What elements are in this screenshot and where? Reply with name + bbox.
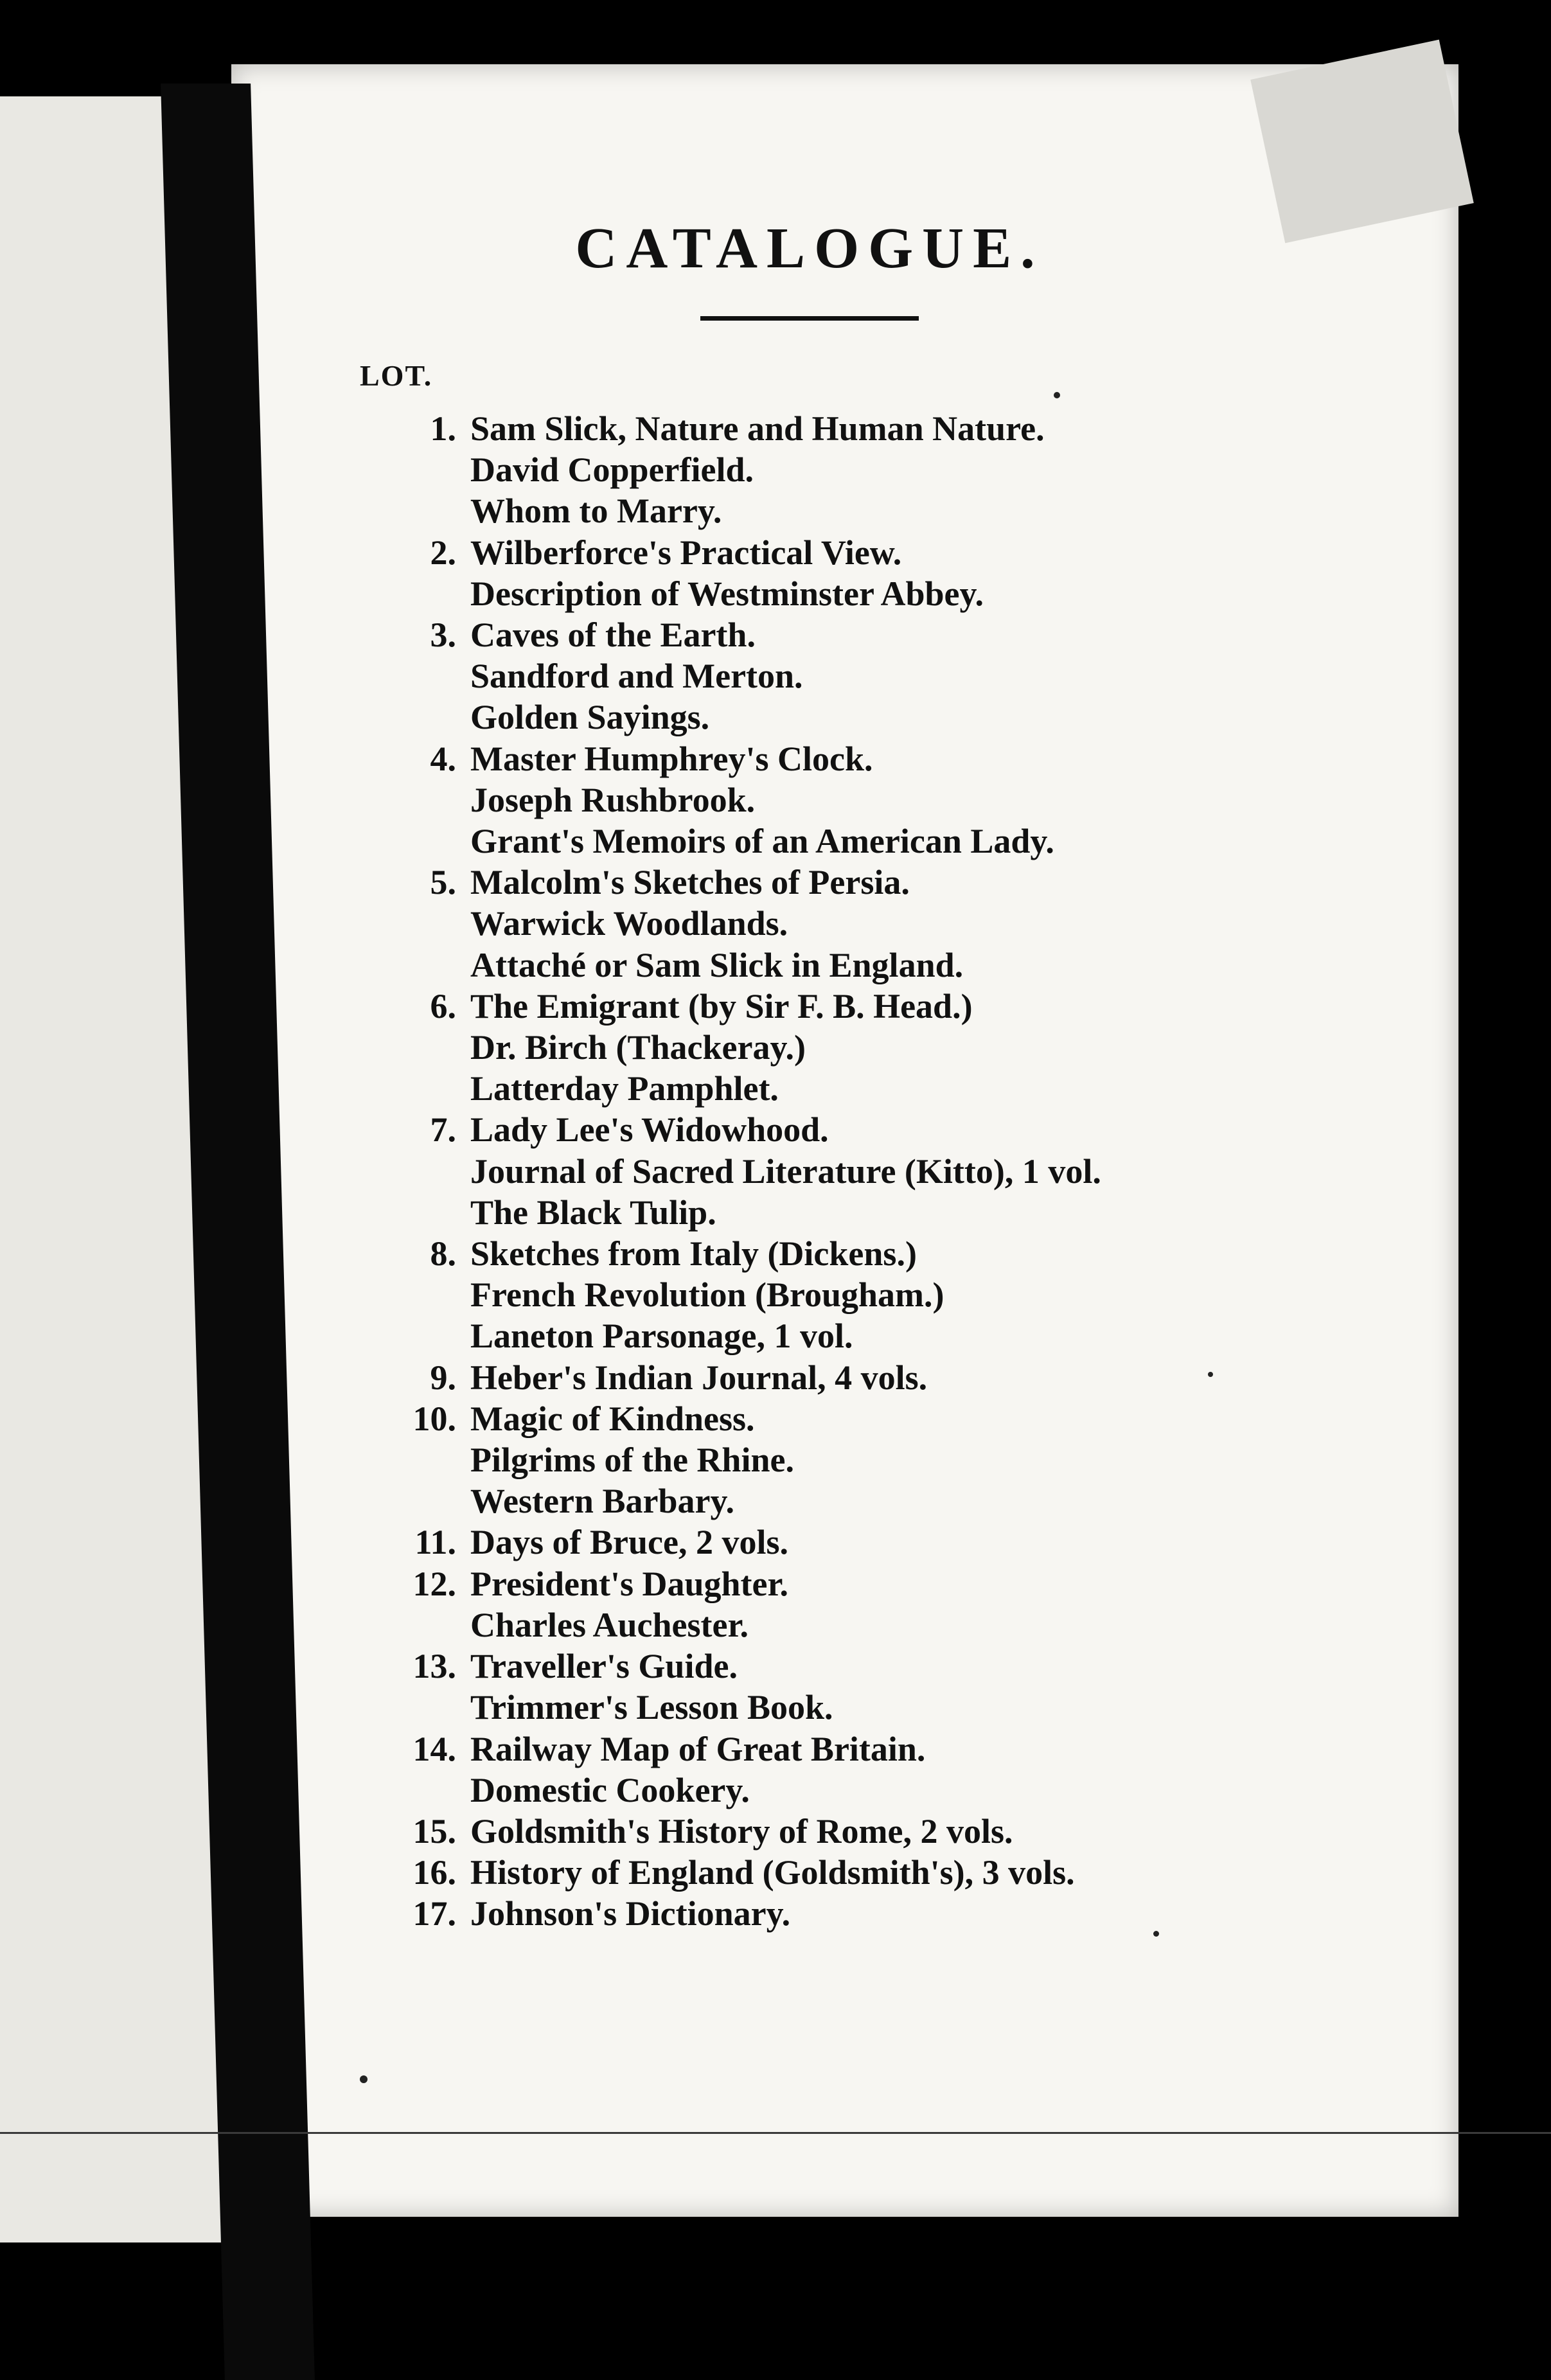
bottom-rule — [0, 2132, 1551, 2134]
lot-number: 3. — [430, 616, 456, 655]
lot-title: The Emigrant (by Sir F. B. Head.) — [470, 986, 973, 1026]
lot-title: David Copperfield. — [470, 450, 754, 490]
lot-number: 5. — [430, 863, 456, 902]
lot-column-header: LOT. — [360, 359, 433, 392]
lot-title: Trimmer's Lesson Book. — [470, 1688, 833, 1727]
lot-title: Master Humphrey's Clock. — [470, 739, 873, 778]
lot-title: Whom to Marry. — [470, 492, 722, 531]
lot-entry — [360, 1893, 1101, 1934]
lot-title: Grant's Memoirs of an American Lady. — [470, 822, 1054, 861]
lot-title: Caves of the Earth. — [470, 616, 756, 655]
lot-number: 13. — [412, 1647, 456, 1686]
lot-number: 10. — [412, 1399, 456, 1438]
ink-speck — [1208, 1372, 1213, 1377]
lot-entry — [360, 1233, 1101, 1357]
lot-title: Western Barbary. — [470, 1482, 734, 1521]
lot-title: Latterday Pamphlet. — [470, 1069, 779, 1108]
lot-titles — [470, 1893, 790, 1934]
lot-number: 7. — [430, 1110, 456, 1150]
lot-number: 16. — [412, 1853, 456, 1892]
lot-entry — [360, 1811, 1101, 1852]
lot-number: 8. — [430, 1234, 456, 1274]
page-title: CATALOGUE. — [575, 217, 1044, 280]
lot-entry — [360, 1728, 1101, 1811]
lot-title: Heber's Indian Journal, 4 vols. — [470, 1358, 928, 1397]
lot-number: 11. — [414, 1523, 456, 1562]
lot-titles — [470, 1811, 1013, 1852]
lot-title: Journal of Sacred Literature (Kitto), 1 vol. — [470, 1151, 1101, 1191]
lot-title: Laneton Parsonage, 1 vol. — [470, 1317, 853, 1356]
lot-title: Malcolm's Sketches of Persia. — [470, 863, 910, 902]
lot-title: Sandford and Merton. — [470, 657, 803, 696]
lot-title: Goldsmith's History of Rome, 2 vols. — [470, 1811, 1013, 1851]
lot-number: 14. — [412, 1729, 456, 1768]
lot-entry — [360, 532, 1101, 614]
lot-number: 6. — [430, 986, 456, 1026]
lot-title: Warwick Woodlands. — [470, 904, 788, 943]
lot-title: Days of Bruce, 2 vols. — [470, 1523, 788, 1562]
lot-number: 15. — [412, 1811, 456, 1851]
ink-speck — [360, 2075, 368, 2083]
lot-titles — [470, 862, 963, 986]
lot-title: Johnson's Dictionary. — [470, 1894, 791, 1933]
lot-titles — [470, 614, 803, 738]
lot-title: The Black Tulip. — [470, 1193, 716, 1232]
lot-title: Wilberforce's Practical View. — [470, 533, 902, 572]
lot-title: Description of Westminster Abbey. — [470, 574, 984, 613]
lot-number: 9. — [430, 1358, 456, 1397]
lot-title: Domestic Cookery. — [470, 1770, 750, 1809]
lot-entry — [360, 738, 1101, 862]
lot-number: 1. — [430, 409, 456, 448]
lot-title: Dr. Birch (Thackeray.) — [470, 1028, 806, 1067]
lot-titles — [470, 408, 1045, 532]
lot-entry — [360, 1398, 1101, 1522]
lot-entry — [360, 1563, 1101, 1646]
lot-entry — [360, 862, 1101, 986]
lot-number: 17. — [412, 1894, 456, 1933]
lot-titles — [470, 738, 1054, 862]
lot-title: Lady Lee's Widowhood. — [470, 1110, 829, 1150]
lot-title: Railway Map of Great Britain. — [470, 1729, 926, 1768]
lot-titles — [470, 986, 973, 1110]
lot-number: 4. — [430, 739, 456, 778]
lot-entry — [360, 1852, 1101, 1893]
lot-entry — [360, 1646, 1101, 1728]
lot-list — [360, 408, 1101, 1935]
lot-title: Sam Slick, Nature and Human Nature. — [470, 409, 1045, 448]
lot-title: French Revolution (Brougham.) — [470, 1275, 944, 1315]
lot-entry — [360, 1109, 1101, 1233]
lot-titles — [470, 1646, 833, 1728]
lot-titles — [470, 532, 984, 614]
lot-titles — [470, 1522, 788, 1563]
lot-number: 12. — [412, 1564, 456, 1603]
lot-titles — [470, 1109, 1101, 1233]
lot-entry — [360, 1357, 1101, 1398]
lot-titles — [470, 1357, 927, 1398]
lot-title: Joseph Rushbrook. — [470, 780, 756, 819]
lot-title: Pilgrims of the Rhine. — [470, 1441, 794, 1480]
lot-titles — [470, 1728, 925, 1811]
title-rule — [700, 316, 919, 321]
ink-speck — [1054, 392, 1060, 398]
lot-title: History of England (Goldsmith's), 3 vols. — [470, 1853, 1075, 1892]
lot-title: Traveller's Guide. — [470, 1647, 738, 1686]
lot-entry — [360, 986, 1101, 1110]
lot-title: Charles Auchester. — [470, 1605, 749, 1644]
ink-speck — [1153, 1931, 1159, 1937]
lot-entry — [360, 408, 1101, 532]
lot-title: Attaché or Sam Slick in England. — [470, 945, 964, 984]
lot-title: Magic of Kindness. — [470, 1399, 755, 1438]
lot-title: Sketches from Italy (Dickens.) — [470, 1234, 917, 1274]
lot-title: President's Daughter. — [470, 1564, 789, 1603]
lot-titles — [470, 1233, 944, 1357]
lot-titles — [470, 1398, 794, 1522]
lot-entry — [360, 1522, 1101, 1563]
lot-entry — [360, 614, 1101, 738]
lot-title: Golden Sayings. — [470, 698, 710, 737]
lot-number: 2. — [430, 533, 456, 572]
lot-titles — [470, 1563, 788, 1646]
lot-titles — [470, 1852, 1075, 1893]
